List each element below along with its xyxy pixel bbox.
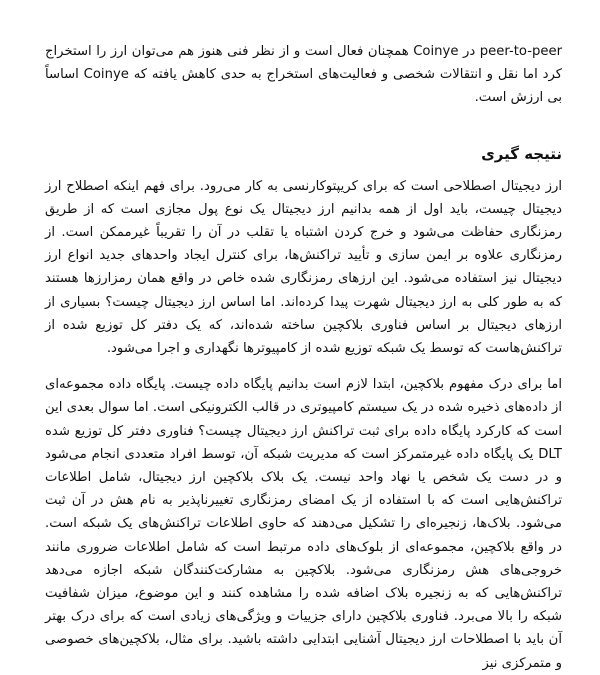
body-paragraph: ارز دیجیتال اصطلاحی است که برای کریپتوکارنسی به کار می‌رود. برای فهم اینکه اصطلاح ارز دیجیتال چیست، باید اول از همه بدانیم ارز دیجیتال یک نوع پول مجازی است که از طریق رمزنگاری حفاظت می‌شود و خرج کردن اشتباه یا تقلب در آن را تقریباً غیرممکن است. از رمزنگاری علاوه بر ایمن سازی و تأیید تراکنش‌ها، برای کنترل ایجاد واحدهای جدید انواع ارز دیجیتال نیز استفاده می‌شود. این ارزهای رمزنگاری شده خاص در واقع همان رمزارزها هستند که به طور کلی به ارز دیجیتال شهرت پیدا کرده‌اند. اما اساس ارز دیجیتال چیست؟ بسیاری از ارزهای دیجیتال بر اساس فناوری بلاکچین ساخته شده‌اند، که یک دفتر کل توزیع شده از تراکنش‌هاست که توسط یک شبکه توزیع شده از کامپیوترها نگهداری و اجرا می‌شود. xyxy=(45,178,562,357)
intro-paragraph: peer-to-peer در Coinye همچنان فعال است و از نظر فنی هنوز هم می‌توان ارز را استخراج کرد اما نقل و انتقالات شخصی و فعالیت‌های استخراج به حدی کاهش یافته که Coinye اساساً بی ارزش است. xyxy=(45,44,563,106)
section-heading: نتیجه گیری xyxy=(481,144,562,163)
body-paragraph: اما برای درک مفهوم بلاکچین، ابتدا لازم است بدانیم پایگاه داده چیست. پایگاه داده مجموعه‌ای از داده‌های ذخیره شده در یک سیستم کامپیوتری در قالب الکترونیکی است. اما سوال بعدی این است که کارکرد پایگاه داده برای ثبت تراکنش ارز دیجیتال چیست؟ فناوری دفتر کل توزیع شده DLT یک پایگاه داده غیرمتمرکز است که مدیریت شبکه آن، توسط افراد متعددی انجام می‌شود و در دست یک شخص یا نهاد واحد نیست. یک بلاک بلاکچین ارز دیجیتال، شامل اطلاعات تراکنش‌هایی است که با استفاده از یک امضای رمزنگاری تغییرناپذیر به نام هش در آن ثبت می‌شود. بلاک‌ها، زنجیره‌ای را تشکیل می‌دهند که حاوی اطلاعات تراکنش‌های یک شبکه است. در واقع بلاکچین، مجموعه‌ای از بلوک‌های داده مرتبط است که شامل اطلاعات ضروری مانند خروجی‌های هش رمزنگاری می‌شود. بلاکچین به مشارکت‌کنندگان شبکه اجازه می‌دهد تراکنش‌هایی که به زنجیره بلاک اضافه شده را مشاهده کنند و این موضوع، میزان شفافیت شبکه را بالا می‌برد. فناوری بلاکچین دارای جزییات و ویژگی‌های زیادی است که برای درک بهتر آن باید با اصطلاحات ارز دیجیتال آشنایی ابتدایی داشته باشید. برای مثال، بلاکچین‌های خصوصی و متمرکزی نیز xyxy=(45,377,562,671)
